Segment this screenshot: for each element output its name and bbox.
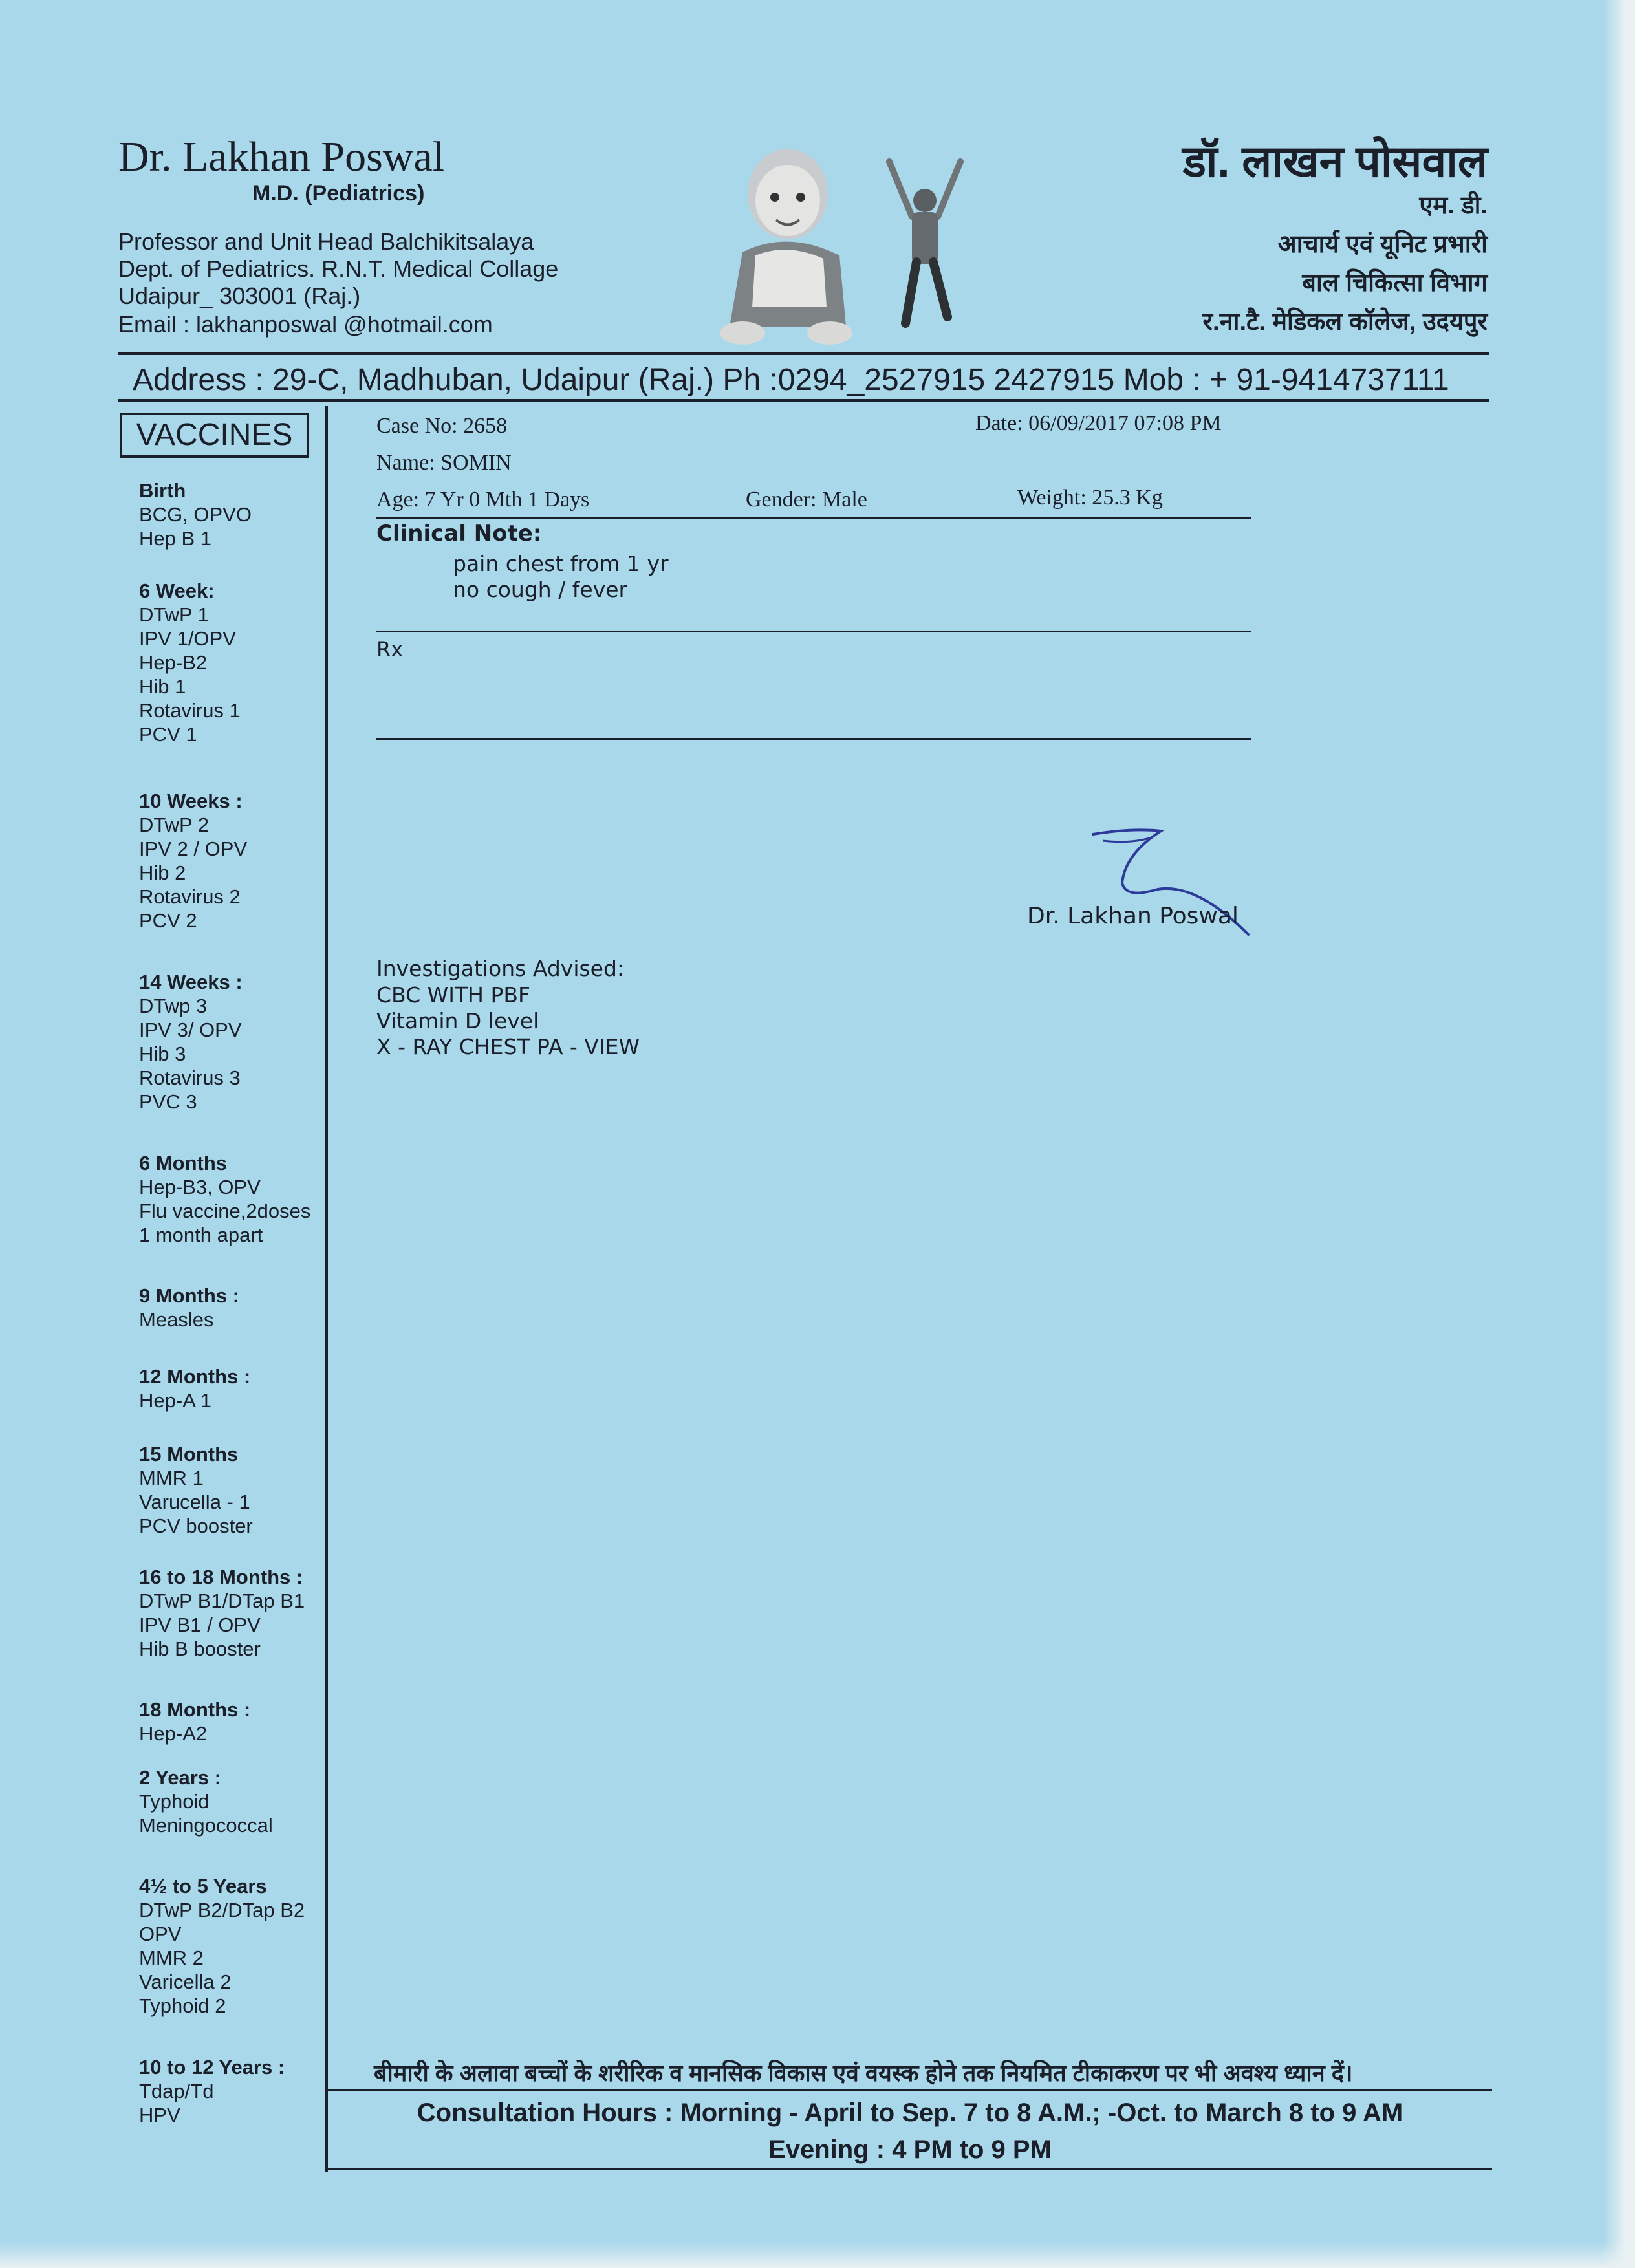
rx-divider bbox=[376, 738, 1251, 740]
paper-bottom-edge bbox=[0, 2242, 1635, 2268]
vaccine-item: Typhoid bbox=[139, 1790, 210, 1813]
vaccine-item: Varicella 2 bbox=[139, 1971, 232, 1993]
vaccine-item: Hep B 1 bbox=[139, 527, 212, 550]
vaccines-title: VACCINES bbox=[120, 413, 309, 458]
doctor-degree-english: M.D. (Pediatrics) bbox=[252, 181, 425, 206]
doctor-name-english: Dr. Lakhan Poswal bbox=[118, 133, 445, 180]
vaccine-group-heading: 15 Months bbox=[139, 1443, 239, 1465]
vaccine-group-heading: 14 Weeks : bbox=[139, 971, 243, 993]
vaccine-group bbox=[139, 2055, 285, 2127]
vaccine-item: Meningococcal bbox=[139, 1814, 273, 1837]
hindi-line-2: आचार्य एवं यूनिट प्रभारी bbox=[1277, 231, 1488, 258]
vaccine-item: DTwP 1 bbox=[139, 603, 209, 626]
vaccine-group bbox=[139, 1284, 239, 1332]
patient-gender: Gender: Male bbox=[746, 488, 867, 512]
vaccine-item: DTwP B2/DTap B2 bbox=[139, 1899, 305, 1921]
clinical-note-label: Clinical Note: bbox=[376, 521, 542, 546]
vaccine-item: Hep-A2 bbox=[139, 1722, 208, 1745]
vaccine-group-heading: 16 to 18 Months : bbox=[139, 1566, 303, 1588]
vaccine-group-heading: 10 Weeks : bbox=[139, 790, 243, 812]
vaccine-group-heading: 18 Months : bbox=[139, 1698, 251, 1721]
doctor-name-hindi: डॉ. लाखन पोसवाल bbox=[1182, 137, 1488, 186]
vaccine-item: Hib 2 bbox=[139, 861, 186, 884]
vaccine-group-heading: 10 to 12 Years : bbox=[139, 2056, 285, 2079]
vaccine-group bbox=[139, 1365, 250, 1412]
footer-bottom-divider bbox=[328, 2168, 1492, 2170]
vaccine-item: Hep-A 1 bbox=[139, 1389, 212, 1412]
rx-label: Rx bbox=[376, 637, 404, 662]
vaccine-item: MMR 1 bbox=[139, 1467, 204, 1489]
jumping-child-icon bbox=[876, 155, 973, 343]
investigation-item: Vitamin D level bbox=[376, 1008, 539, 1033]
hindi-line-1: एम. डी. bbox=[1419, 192, 1488, 219]
vaccine-group-heading: 12 Months : bbox=[139, 1365, 251, 1388]
sidebar-divider bbox=[325, 406, 328, 2172]
vaccine-group-heading: 2 Years : bbox=[139, 1766, 221, 1789]
vaccine-item: Tdap/Td bbox=[139, 2080, 214, 2102]
clinical-notes bbox=[453, 551, 669, 603]
consultation-hours-evening: Evening : 4 PM to 9 PM bbox=[768, 2135, 1052, 2164]
vaccine-group-heading: 9 Months : bbox=[139, 1284, 239, 1307]
vaccine-item: Rotavirus 1 bbox=[139, 699, 241, 722]
vaccine-group-heading: Birth bbox=[139, 479, 186, 502]
clinical-note-line: no cough / fever bbox=[453, 577, 628, 602]
vaccine-item: Hep-B3, OPV bbox=[139, 1176, 261, 1198]
vaccine-item: IPV 1/OPV bbox=[139, 627, 236, 650]
vaccine-group bbox=[139, 1698, 250, 1745]
paper-edge bbox=[1603, 0, 1635, 2268]
vaccine-item: HPV bbox=[139, 2104, 180, 2126]
vaccine-item: Flu vaccine,2doses bbox=[139, 1200, 311, 1222]
vaccine-item: Measles bbox=[139, 1308, 214, 1331]
hindi-line-4: र.ना.टै. मेडिकल कॉलेज, उदयपुर bbox=[1202, 308, 1488, 336]
patient-name: Name: SOMIN bbox=[376, 451, 512, 475]
vaccine-group bbox=[139, 1565, 305, 1661]
vaccine-group bbox=[139, 579, 241, 746]
vaccine-group bbox=[139, 970, 243, 1114]
investigations-label: Investigations Advised: bbox=[376, 956, 625, 981]
vaccine-item: MMR 2 bbox=[139, 1947, 204, 1969]
baby-photo-icon bbox=[717, 139, 859, 352]
investigations-list bbox=[376, 982, 640, 1060]
vaccine-item: IPV B1 / OPV bbox=[139, 1614, 261, 1636]
vaccine-item: Varucella - 1 bbox=[139, 1491, 250, 1513]
investigation-item: X - RAY CHEST PA - VIEW bbox=[376, 1034, 640, 1059]
header-line-1: Professor and Unit Head Balchikitsalaya bbox=[118, 228, 534, 255]
vaccine-group bbox=[139, 479, 252, 550]
header-divider bbox=[118, 352, 1489, 355]
patient-weight: Weight: 25.3 Kg bbox=[1017, 486, 1163, 510]
vaccine-group bbox=[139, 1766, 273, 1837]
address-divider bbox=[118, 399, 1489, 402]
header-line-2: Dept. of Pediatrics. R.N.T. Medical Collage bbox=[118, 255, 559, 282]
vaccine-item: Hib 1 bbox=[139, 675, 186, 698]
vaccine-item: DTwP B1/DTap B1 bbox=[139, 1590, 305, 1612]
vaccine-item: Hib B booster bbox=[139, 1637, 261, 1660]
vaccine-item: Hep-B2 bbox=[139, 651, 208, 674]
case-number: Case No: 2658 bbox=[376, 414, 508, 438]
signature-mark bbox=[1087, 821, 1255, 951]
vaccine-item: IPV 2 / OPV bbox=[139, 837, 248, 860]
vaccine-group bbox=[139, 789, 247, 933]
signature-name: Dr. Lakhan Poswal bbox=[1027, 903, 1239, 929]
vaccine-item: PVC 3 bbox=[139, 1090, 197, 1113]
clinical-note-line: pain chest from 1 yr bbox=[453, 551, 669, 576]
header-email: Email : lakhanposwal @hotmail.com bbox=[118, 311, 493, 338]
visit-date: Date: 06/09/2017 07:08 PM bbox=[975, 411, 1222, 435]
consultation-hours-morning: Consultation Hours : Morning - April to Sep. 7 to 8 A.M.; -Oct. to March 8 to 9 AM bbox=[417, 2099, 1403, 2127]
patient-age: Age: 7 Yr 0 Mth 1 Days bbox=[376, 488, 590, 512]
patient-divider bbox=[376, 517, 1251, 519]
vaccine-group bbox=[139, 1151, 310, 1247]
vaccine-item: DTwP 2 bbox=[139, 814, 209, 836]
vaccine-item: PCV 1 bbox=[139, 723, 197, 746]
vaccine-group-heading: 4½ to 5 Years bbox=[139, 1875, 267, 1897]
header-line-3: Udaipur_ 303001 (Raj.) bbox=[118, 283, 361, 309]
clinical-divider bbox=[376, 631, 1251, 632]
vaccine-group bbox=[139, 1874, 305, 2018]
hindi-line-3: बाल चिकित्सा विभाग bbox=[1302, 270, 1488, 297]
vaccine-item: OPV bbox=[139, 1923, 182, 1945]
vaccine-item: Rotavirus 3 bbox=[139, 1066, 241, 1089]
footer-divider bbox=[328, 2089, 1492, 2091]
vaccine-item: Rotavirus 2 bbox=[139, 885, 241, 908]
vaccine-item: DTwp 3 bbox=[139, 995, 208, 1017]
address-line: Address : 29-C, Madhuban, Udaipur (Raj.) Ph :0294_2527915 2427915 Mob : + 91-9414737111 bbox=[133, 363, 1449, 397]
vaccine-group-heading: 6 Week: bbox=[139, 579, 215, 602]
vaccine-item: Typhoid 2 bbox=[139, 1994, 226, 2017]
footer-hindi-note: बीमारी के अलावा बच्चों के शरीरिक व मानसिक विकास एवं वयस्क होने तक नियमित टीकाकरण पर भी अवश्य ध्यान दें। bbox=[374, 2060, 1353, 2086]
vaccine-item: PCV booster bbox=[139, 1515, 253, 1537]
vaccine-item: IPV 3/ OPV bbox=[139, 1019, 242, 1041]
vaccine-group bbox=[139, 1442, 253, 1538]
vaccine-item: Hib 3 bbox=[139, 1042, 186, 1065]
vaccine-item: BCG, OPVO bbox=[139, 503, 252, 526]
vaccine-item: 1 month apart bbox=[139, 1224, 263, 1246]
vaccine-item: PCV 2 bbox=[139, 909, 197, 932]
investigation-item: CBC WITH PBF bbox=[376, 982, 530, 1008]
vaccine-group-heading: 6 Months bbox=[139, 1152, 228, 1174]
